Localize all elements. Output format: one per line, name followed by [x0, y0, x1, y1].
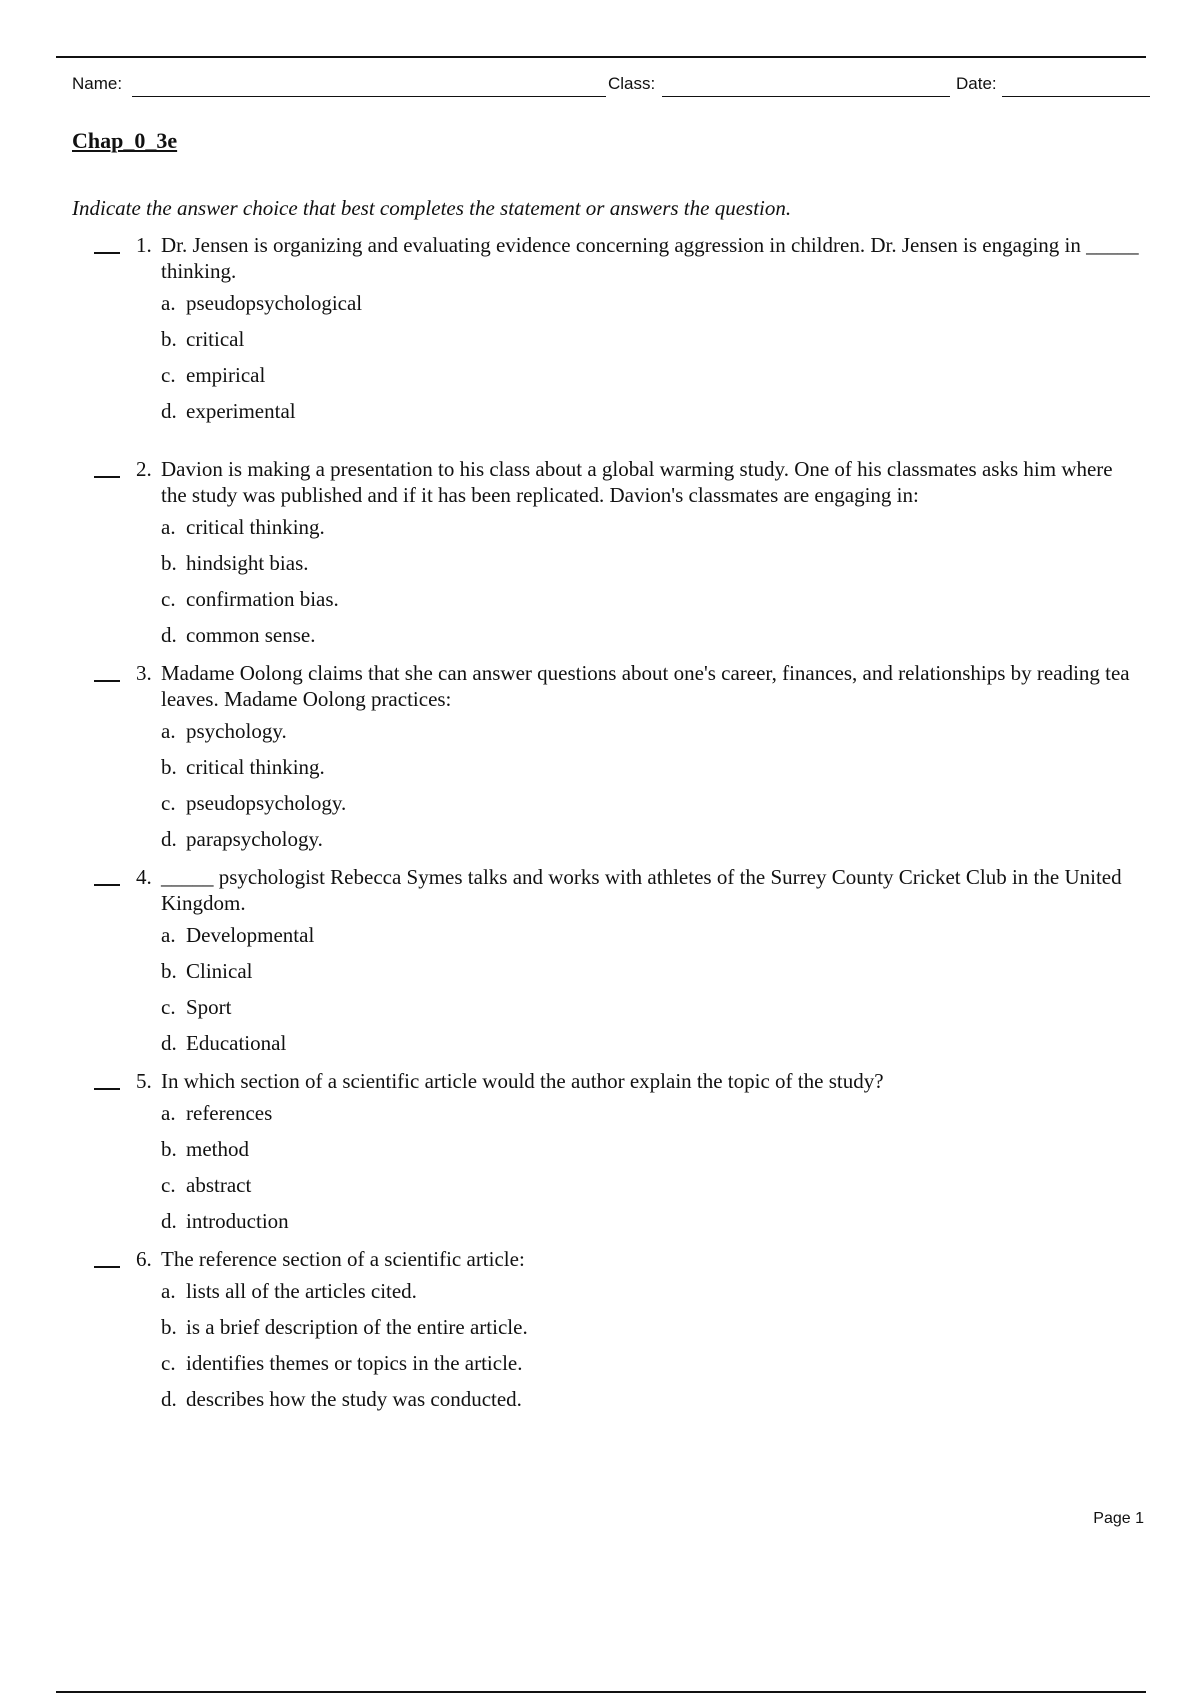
choice-d: d. introduction [161, 1209, 289, 1233]
choice-c: c. pseudopsychology. [161, 791, 347, 815]
choice-b: b. hindsight bias. [161, 551, 309, 575]
choice-a: a. references [161, 1101, 273, 1125]
choice-list [161, 514, 1140, 658]
choice-a: a. lists all of the articles cited. [161, 1279, 417, 1303]
answer-blank[interactable] [94, 1088, 120, 1090]
bottom-rule [56, 1691, 1146, 1693]
name-field[interactable] [132, 96, 606, 97]
answer-blank[interactable] [94, 476, 120, 478]
choice-b: b. is a brief description of the entire article. [161, 1315, 528, 1339]
choice-c: c. confirmation bias. [161, 587, 339, 611]
question-1 [0, 232, 1200, 434]
question-5 [0, 1068, 1200, 1244]
top-rule [56, 56, 1146, 58]
question-6 [0, 1246, 1200, 1422]
choice-c: c. empirical [161, 363, 266, 387]
question-text: Madame Oolong claims that she can answer questions about one's career, finances, and relationships by reading tea leaves. Madame Oolong practices: [161, 661, 1130, 711]
student-info-header [72, 70, 1162, 100]
choice-a: a. critical thinking. [161, 515, 325, 539]
question-list [0, 232, 1200, 1424]
question-number: 2. [136, 457, 152, 481]
choice-a: a. pseudopsychological [161, 291, 363, 315]
answer-blank[interactable] [94, 884, 120, 886]
question-text: Dr. Jensen is organizing and evaluating evidence concerning aggression in children. Dr. Jensen is engaging in _____ thinking. [161, 233, 1139, 283]
choice-list [161, 922, 1140, 1066]
choice-d: d. parapsychology. [161, 827, 323, 851]
choice-list [161, 290, 1140, 434]
choice-b: b. critical [161, 327, 245, 351]
question-3 [0, 660, 1200, 862]
question-text: _____ psychologist Rebecca Symes talks and works with athletes of the Surrey County Cricket Club in the United Kingdom. [161, 865, 1122, 915]
choice-list [161, 1278, 1140, 1422]
question-text: Davion is making a presentation to his class about a global warming study. One of his classmates asks him where the study was published and if it has been replicated. Davion's classmates are engaging in: [161, 457, 1113, 507]
question-number: 3. [136, 661, 152, 685]
choice-b: b. critical thinking. [161, 755, 325, 779]
choice-a: a. psychology. [161, 719, 287, 743]
class-field[interactable] [662, 96, 950, 97]
choice-b: b. method [161, 1137, 249, 1161]
answer-blank[interactable] [94, 252, 120, 254]
answer-blank[interactable] [94, 1266, 120, 1268]
choice-list [161, 1100, 1140, 1244]
choice-d: d. common sense. [161, 623, 316, 647]
question-text: In which section of a scientific article would the author explain the topic of the study? [161, 1069, 884, 1093]
choice-c: c. Sport [161, 995, 232, 1019]
choice-b: b. Clinical [161, 959, 253, 983]
choice-a: a. Developmental [161, 923, 315, 947]
instructions: Indicate the answer choice that best completes the statement or answers the question. [72, 196, 792, 220]
question-number: 1. [136, 233, 152, 257]
date-label: Date: [956, 74, 997, 93]
question-number: 6. [136, 1247, 152, 1271]
choice-list [161, 718, 1140, 862]
page-number: Page 1 [1093, 1510, 1144, 1527]
choice-c: c. abstract [161, 1173, 252, 1197]
question-number: 5. [136, 1069, 152, 1093]
choice-d: d. experimental [161, 399, 296, 423]
name-label: Name: [72, 74, 123, 93]
class-label: Class: [608, 74, 656, 93]
question-text: The reference section of a scientific article: [161, 1247, 525, 1271]
choice-d: d. Educational [161, 1031, 287, 1055]
choice-d: d. describes how the study was conducted. [161, 1387, 522, 1411]
answer-blank[interactable] [94, 680, 120, 682]
question-number: 4. [136, 865, 152, 889]
question-4 [0, 864, 1200, 1066]
choice-c: c. identifies themes or topics in the article. [161, 1351, 523, 1375]
date-field[interactable] [1002, 96, 1150, 97]
document-title: Chap_0_3e [72, 128, 178, 153]
question-2 [0, 456, 1200, 658]
